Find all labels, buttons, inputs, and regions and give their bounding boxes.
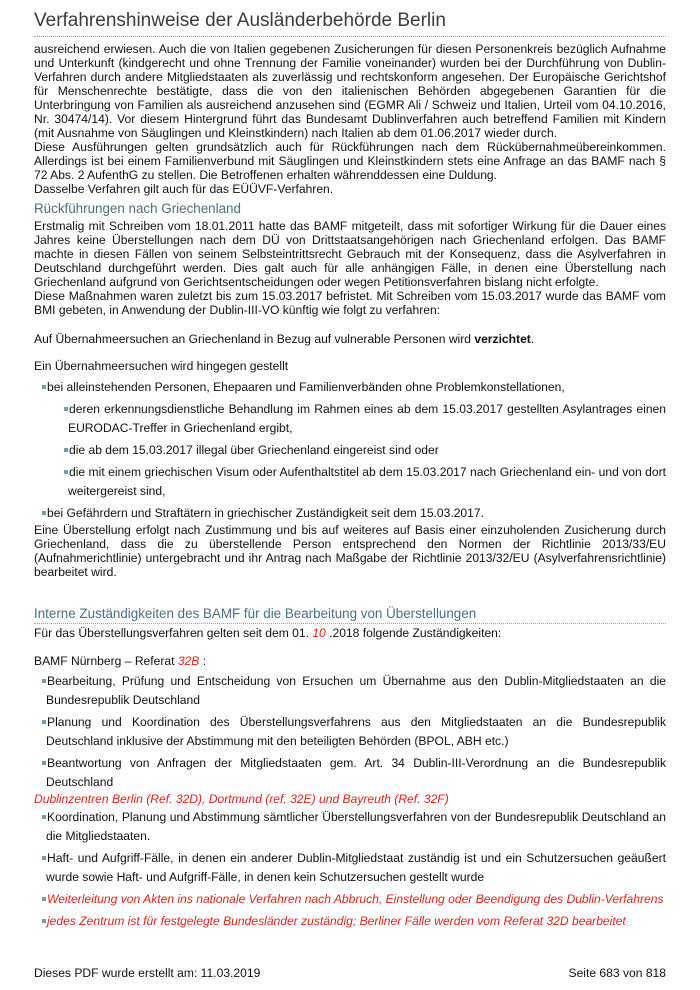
square-bullet-icon [64,470,68,474]
paragraph: Eine Überstellung erfolgt nach Zustimmung und bis auf weiteres auf Basis einer einzuholenden Zusicherung durch Griechenland, dass die zu überstellende Person entsprechend den Normen der Richtlinie 2013/33/EU (Aufnahmerichtlinie) untergebracht und ihr Antrag nach Maßgabe der Richtlinie 2013/32/EU (Asylverfahrensrichtlinie) bearbeitet wird. [34,523,666,579]
document-body [34,42,666,931]
paragraph: ausreichend erwiesen. Auch die von Italien gegebenen Zusicherungen für diesen Personenkreis bezüglich Aufnahme und Unterkunft (kindgerecht und ohne Trennung der Familie voneinander) wurden bei der Durchführung von Dublin-Verfahren durch andere Mitgliedstaaten als zuverlässig und rechtskonform angesehen. Der Europäische Gerichtshof für Menschenrechte bestätigte, dass die von den italienischen Behörden abgegebenen Garantien für die Unterbringung von Familien als ausreichend anzusehen sind (EGMR Ali / Schweiz und Italien, Urteil vom 04.10.2016, Nr. 30474/14). Vor diesem Hintergrund führt das Bundesamt Dublinverfahren auch betreffend Familien mit Kindern (mit Ausnahme von Säuglingen und Kleinstkindern) nach Italien ab dem 01.06.2017 wieder durch. [34,42,666,140]
waiver-bold: verzichtet [474,332,531,346]
waiver-end: . [530,332,535,346]
square-bullet-icon [42,720,46,724]
page-number: Seite 683 von 818 [568,966,666,980]
list-item: Koordination, Planung und Abstimmung sämtlicher Überstellungsverfahren von der Bundesrepublik Deutschland an die Mitgliedstaaten. [34,808,666,846]
square-bullet-icon [42,856,46,860]
page-footer [34,966,666,980]
paragraph: Diese Ausführungen gelten grundsätzlich auch für Rückführungen nach dem Rückübernahmeübereinkommen. Allerdings ist bei einem Familienverbund mit Säuglingen und Kleinstkindern stets eine Anfrage an das BAMF nach § 72 Abs. 2 AufenthG zu stellen. Die Betroffenen erhalten währenddessen eine Duldung. [34,140,666,182]
bamf-intro: Für das Überstellungsverfahren gelten seit dem 01. 10 .2018 folgende Zuständigkeiten: [34,626,502,640]
section-heading-greece: Rückführungen nach Griechenland [34,201,241,216]
referat-code: 32B [177,654,200,668]
paragraph: Erstmalig mit Schreiben vom 18.01.2011 hatte das BAMF mitgeteilt, dass mit sofortiger Wirkung für die Dauer eines Jahres keine Überstellungen nach dem DÜ von Drittstaatsangehörigen nach Griechenland erfolgen. Das BAMF machte in diesen Fällen von seinem Selbsteintrittsrecht Gebrauch mit der Konsequenz, dass die Asylverfahren in Deutschland durchgeführt werden. Dies galt auch für alle anhängigen Fälle, in denen eine Überstellung nach Griechenland aufgrund von Gerichtsentscheidungen oder wegen Petitionsverfahren bislang nicht erfolgte. [34,219,666,289]
square-bullet-icon [42,897,46,901]
bamf-list [34,672,666,792]
list-item: Beantwortung von Anfragen der Mitgliedstaaten gem. Art. 34 Dublin-III-Verordnung an die Bundesrepublik Deutschland [34,754,666,792]
list-lead: Ein Übernahmeersuchen wird hingegen gestellt [34,359,289,373]
square-bullet-icon [42,919,46,923]
list-item: Weiterleitung von Akten ins nationale Verfahren nach Abbruch, Einstellung oder Beendigung des Dublin-Verfahrens [34,890,666,909]
list-item: Haft- und Aufgriff-Fälle, in denen ein anderer Dublin-Mitgliedstaat zuständig ist und ein Schutzersuchen geäußert wurde sowie Haft- und Aufgriff-Fälle, in denen kein Schutzersuchen gestellt wurde [34,849,666,887]
list-item: Bearbeitung, Prüfung und Entscheidung von Ersuchen um Übernahme aus den Dublin-Mitgliedstaaten an die Bundesrepublik Deutschland [34,672,666,710]
section-heading-bamf: Interne Zuständigkeiten des BAMF für die Bearbeitung von Überstellungen [34,607,666,624]
list-item: jedes Zentrum ist für festgelegte Bundesländer zuständig; Berliner Fälle werden vom Referat 32D bearbeitet [34,912,666,931]
list-item: bei Gefährdern und Straftätern in griechischer Zuständigkeit seit dem 15.03.2017. [34,504,666,523]
paragraph: Dasselbe Verfahren gilt auch für das EÜÜVF-Verfahren. [34,182,334,196]
month-value: 10 [312,626,326,640]
square-bullet-icon [42,761,46,765]
waiver-text: Auf Übernahmeersuchen an Griechenland in Bezug auf vulnerable Personen wird [34,332,475,346]
list-item: deren erkennungsdienstliche Behandlung im Rahmen eines ab dem 15.03.2017 gestellten Asylantrages einen EURODAC-Treffer in Griechenland ergibt, [34,400,666,438]
square-bullet-icon [64,448,68,452]
list-item: bei alleinstehenden Personen, Ehepaaren und Familienverbänden ohne Problemkonstellationen, [34,378,666,397]
created-date: Dieses PDF wurde erstellt am: 11.03.2019 [34,966,261,980]
list-item: die ab dem 15.03.2017 illegal über Griechenland eingereist sind oder [34,441,666,460]
greece-list [34,378,666,523]
list-item: die mit einem griechischen Visum oder Aufenthaltstitel ab dem 15.03.2017 nach Griechenland ein- und von dort weitergereist sind, [34,463,666,501]
page-title: Verfahrenshinweise der Ausländerbehörde Berlin [34,10,666,37]
centers-list [34,808,666,931]
square-bullet-icon [64,407,68,411]
bamf-referat: BAMF Nürnberg – Referat 32B : [34,654,207,668]
square-bullet-icon [42,679,46,683]
paragraph: Diese Maßnahmen waren zuletzt bis zum 15.03.2017 befristet. Mit Schreiben vom 15.03.2017 wurde das BAMF vom BMI gebeten, in Anwendung der Dublin-III-VO künftig wie folgt zu verfahren: [34,289,666,317]
square-bullet-icon [42,385,46,389]
square-bullet-icon [42,815,46,819]
square-bullet-icon [42,511,46,515]
list-item: Planung und Koordination des Überstellungsverfahrens aus den Mitgliedstaaten an die Bundesrepublik Deutschland inklusive der Abstimmung mit den beteiligten Behörden (BPOL, ABH etc.) [34,713,666,751]
waiver-paragraph [34,331,666,348]
dublin-centers: Dublinzentren Berlin (Ref. 32D), Dortmund (ref. 32E) und Bayreuth (Ref. 32F) [34,792,449,806]
